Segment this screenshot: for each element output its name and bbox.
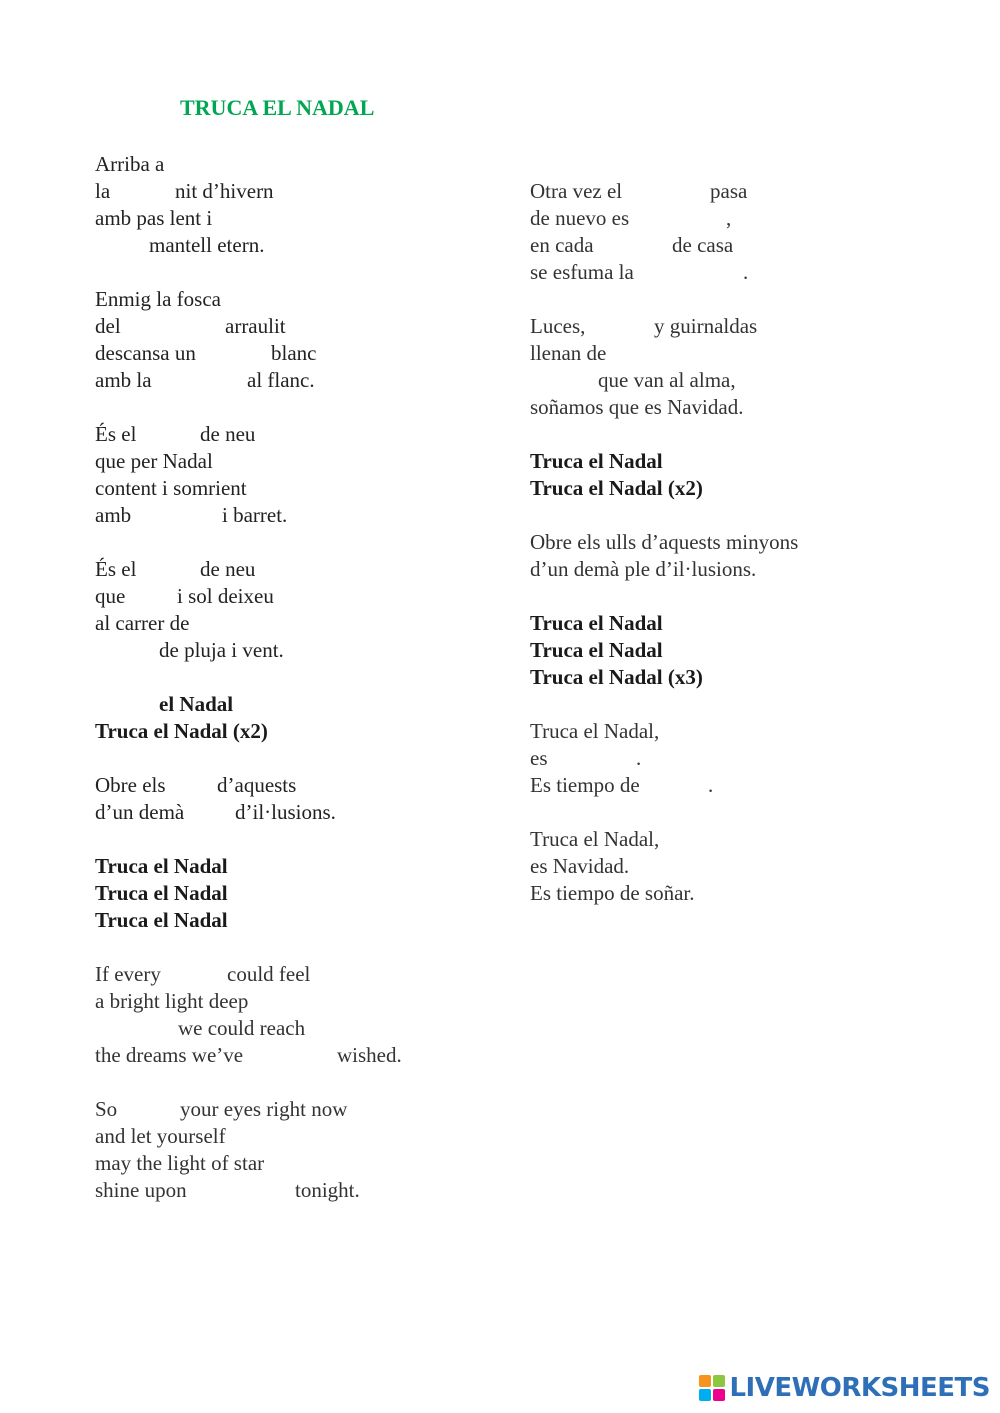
lyric-text: wished. <box>337 1043 402 1067</box>
logo-square-blue <box>699 1389 711 1401</box>
lyric-text: de casa <box>672 233 734 257</box>
lyric-text: soñamos que es Navidad. <box>530 395 744 419</box>
lyric-text: És el <box>95 557 137 581</box>
liveworksheets-brand-text: LIVEWORKSHEETS <box>729 1373 990 1403</box>
lyric-text: d’un demà <box>95 800 185 824</box>
lyric-text: we could reach <box>178 1016 306 1040</box>
lyric-text: Truca el Nadal (x2) <box>95 719 268 743</box>
lyric-text: the dreams we’ve <box>95 1043 244 1067</box>
lyric-text: Truca el Nadal <box>95 908 228 932</box>
lyric-text: and let yourself <box>95 1124 226 1148</box>
lyric-text: Es tiempo de <box>530 773 640 797</box>
lyric-text: que per Nadal <box>95 449 213 473</box>
logo-square-pink <box>713 1389 725 1401</box>
lyric-text: en cada <box>530 233 594 257</box>
lyric-text: . <box>708 773 714 797</box>
lyric-text: could feel <box>227 962 311 986</box>
lyric-text: de neu <box>200 422 256 446</box>
lyric-text: se esfuma la <box>530 260 634 284</box>
lyric-text: Truca el Nadal <box>95 854 228 878</box>
lyric-text: amb pas lent i <box>95 206 213 230</box>
lyric-text: , <box>726 206 732 230</box>
liveworksheets-logo <box>699 1371 990 1405</box>
lyric-text: de neu <box>200 557 256 581</box>
lyric-text: Obre els ulls d’aquests minyons <box>530 530 799 554</box>
logo-square-green <box>713 1375 725 1387</box>
lyric-text: y guirnaldas <box>654 314 758 338</box>
lyric-text: d’il·lusions. <box>235 800 336 824</box>
lyric-text: d’aquests <box>217 773 297 797</box>
logo-square-orange <box>699 1375 711 1387</box>
lyric-text: content i somrient <box>95 476 247 500</box>
lyric-text: arraulit <box>225 314 286 338</box>
lyric-text: llenan de <box>530 341 607 365</box>
lyric-text: Truca el Nadal, <box>530 719 660 743</box>
lyric-text: descansa un <box>95 341 196 365</box>
lyric-text: . <box>636 746 642 770</box>
lyric-text: nit d’hivern <box>175 179 274 203</box>
lyric-text: pasa <box>710 179 748 203</box>
lyric-text: que <box>95 584 126 608</box>
lyric-text: Obre els <box>95 773 166 797</box>
lyric-text: blanc <box>271 341 317 365</box>
lyric-text: shine upon <box>95 1178 187 1202</box>
lyric-text: Truca el Nadal <box>95 881 228 905</box>
lyric-text: Truca el Nadal (x3) <box>530 665 703 689</box>
lyric-text: d’un demà ple d’il·lusions. <box>530 557 757 581</box>
lyric-text: amb <box>95 503 132 527</box>
lyric-text: Truca el Nadal <box>530 611 663 635</box>
lyric-text: may the light of star <box>95 1151 265 1175</box>
lyric-text: Luces, <box>530 314 586 338</box>
lyric-text: i sol deixeu <box>177 584 274 608</box>
lyric-text: la <box>95 179 111 203</box>
lyric-text: es <box>530 746 548 770</box>
lyric-text: a bright light deep <box>95 989 249 1013</box>
lyric-text: tonight. <box>295 1178 360 1202</box>
lyric-text: el Nadal <box>159 692 234 716</box>
lyric-text: Otra vez el <box>530 179 623 203</box>
lyric-text: Truca el Nadal, <box>530 827 660 851</box>
lyric-text: de nuevo es <box>530 206 630 230</box>
lyric-text: es Navidad. <box>530 854 630 878</box>
lyric-text: mantell etern. <box>149 233 265 257</box>
lyric-text: Arriba a <box>95 152 165 176</box>
lyric-text: So <box>95 1097 118 1121</box>
lyric-text: al flanc. <box>247 368 315 392</box>
lyric-text: de pluja i vent. <box>159 638 284 662</box>
lyric-text: . <box>743 260 749 284</box>
lyric-text: i barret. <box>222 503 288 527</box>
song-title: TRUCA EL NADAL <box>180 95 375 120</box>
lyric-text: your eyes right now <box>180 1097 348 1121</box>
lyric-text: Enmig la fosca <box>95 287 221 311</box>
liveworksheets-logo-icon <box>699 1375 725 1401</box>
lyric-text: al carrer de <box>95 611 190 635</box>
lyric-text: Es tiempo de soñar. <box>530 881 695 905</box>
lyric-text: que van al alma, <box>598 368 736 392</box>
lyric-text: amb la <box>95 368 152 392</box>
lyric-text: If every <box>95 962 161 986</box>
lyric-text: del <box>95 314 121 338</box>
lyric-text: Truca el Nadal <box>530 638 663 662</box>
lyric-text: És el <box>95 422 137 446</box>
lyric-text: Truca el Nadal (x2) <box>530 476 703 500</box>
lyric-text: Truca el Nadal <box>530 449 663 473</box>
